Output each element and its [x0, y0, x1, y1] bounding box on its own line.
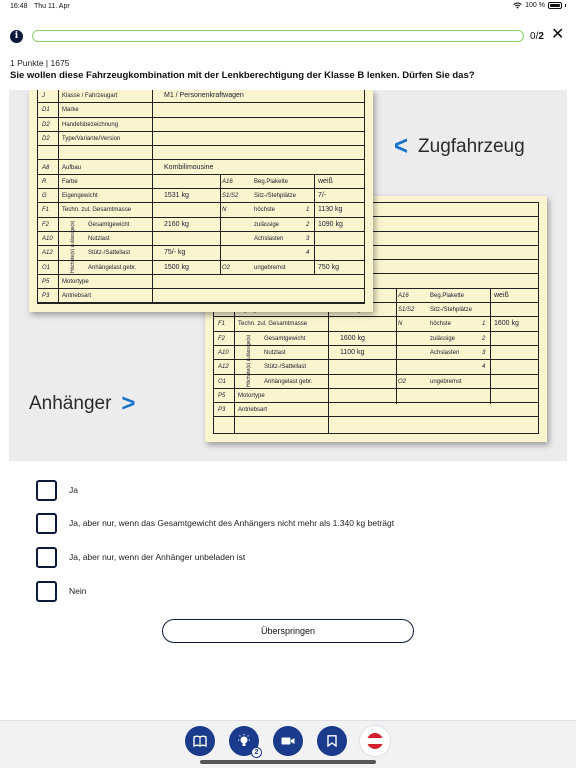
field-code: A12 [42, 250, 53, 257]
field-label: Eigengewicht [62, 193, 98, 200]
answer-option-ja[interactable] [36, 478, 536, 502]
field-value: 1500 kg [164, 263, 189, 271]
label-towing-vehicle: < Zugfahrzeug [394, 131, 525, 162]
card-row [38, 261, 364, 275]
field-value: 2160 kg [164, 220, 189, 228]
answer-label: Ja, aber nur, wenn der Anhänger unbeladen ist [69, 552, 246, 562]
field-code: D2 [42, 135, 50, 142]
field-label: zulässige [254, 221, 280, 228]
field-value: M1 / Personenkraftwagen [164, 92, 244, 99]
field-code: P5 [42, 278, 50, 285]
field-value: 1531 kg [164, 192, 189, 200]
card-row [38, 146, 364, 160]
field-label: Sitz-/Stehplätze [430, 307, 473, 314]
field-value: 750 kg [318, 263, 340, 271]
field-code: A16 [398, 292, 409, 299]
card-row [38, 103, 364, 117]
towing-vehicle-registration-card [29, 90, 373, 312]
battery-icon [548, 2, 562, 9]
video-icon[interactable] [273, 726, 303, 756]
field-code: A8 [42, 164, 50, 171]
field-label: Handelsbezeichnung [62, 121, 119, 128]
field-code: S1/S2 [398, 307, 415, 314]
field-value: weiß [494, 291, 509, 299]
field-label: zulässige [430, 335, 456, 342]
answer-option-nein[interactable] [36, 579, 536, 603]
field-label: Farbe [62, 178, 78, 185]
card-row [38, 289, 364, 303]
chevron-right-icon: > [121, 390, 136, 417]
field-code: F2 [42, 221, 50, 228]
status-date: Thu 11. Apr [34, 3, 70, 10]
answer-checkbox[interactable] [36, 547, 57, 568]
chevron-left-icon: < [394, 131, 409, 162]
answer-option-total-weight[interactable] [36, 511, 536, 535]
field-code: D2 [42, 121, 50, 128]
axle-number: 2 [482, 335, 486, 342]
status-bar [0, 0, 576, 14]
card-row [38, 118, 364, 132]
wifi-icon [513, 2, 522, 9]
field-value: 7/- [318, 192, 327, 200]
field-label: Achslasten [254, 236, 284, 242]
field-label: höchste [430, 321, 452, 328]
question-points: 1 Punkte | 1675 [10, 58, 70, 68]
field-label: Aufbau [62, 164, 82, 171]
answer-checkbox[interactable] [36, 581, 57, 602]
field-label: Stütz-/Sattellast [88, 250, 131, 257]
grid-line [58, 90, 59, 303]
field-value: 1600 kg [340, 334, 365, 342]
card-row [38, 189, 364, 203]
field-code: S1/S2 [222, 193, 239, 200]
grid-line [152, 90, 153, 303]
field-label: Motortype [62, 278, 89, 285]
field-label: Antriebsart [62, 293, 92, 300]
austria-flag-icon[interactable] [360, 726, 390, 756]
vertical-label: Höchste(s) zulässige(s) [70, 220, 76, 273]
field-label: Gesamtgewicht [264, 335, 306, 342]
skip-button[interactable]: Überspringen [162, 619, 414, 643]
field-label: höchste [254, 207, 276, 214]
field-label: Anhängelast gebr. [88, 264, 137, 271]
card-row [38, 246, 364, 260]
lightbulb-icon[interactable] [229, 726, 259, 756]
field-value: 1100 kg [340, 349, 365, 356]
field-label: Type/Variante/Version [62, 135, 121, 142]
card-row [38, 132, 364, 146]
card-row [38, 232, 364, 246]
close-icon[interactable]: ✕ [551, 26, 565, 43]
field-code: G [42, 193, 47, 200]
info-icon[interactable]: i [10, 30, 23, 43]
field-code: A16 [222, 178, 233, 185]
field-label: Techn. zul. Gesamtmasse [238, 321, 308, 328]
field-code: R [42, 178, 47, 185]
field-label: Techn. zul. Gesamtmasse [62, 207, 132, 214]
field-label: Achslasten [430, 350, 460, 356]
field-value: Kombilimousine [164, 163, 214, 171]
status-time: 16:48 [10, 3, 28, 10]
field-code: A10 [218, 350, 229, 356]
card-row [38, 90, 364, 103]
battery-percent: 100 % [525, 2, 545, 9]
field-label: Stütz-/Sattellast [264, 364, 307, 371]
field-value: 1600 kg [494, 320, 519, 328]
field-label: Motortype [238, 392, 265, 399]
grid-line [490, 289, 491, 405]
field-code: O1 [218, 378, 227, 385]
field-code: J [42, 93, 45, 99]
axle-number: 4 [306, 250, 310, 257]
field-code: P5 [218, 392, 226, 399]
field-label: Nutzlast [264, 350, 286, 356]
hint-count-badge: 2 [251, 747, 262, 758]
card-row [38, 175, 364, 189]
field-value: 75/- kg [164, 249, 186, 257]
field-code: A10 [42, 236, 53, 242]
field-code: F1 [42, 207, 50, 214]
field-label: ungebremst [254, 264, 286, 271]
field-label: Nutzlast [88, 236, 110, 242]
answer-checkbox[interactable] [36, 513, 57, 534]
field-code: A12 [218, 364, 229, 371]
card-row [38, 203, 364, 217]
field-code: F2 [218, 335, 226, 342]
field-label: Beg.Plakette [254, 178, 289, 185]
field-value: weiß [318, 177, 333, 185]
field-label: Sitz-/Stehplätze [254, 193, 297, 200]
field-code: O2 [222, 264, 231, 271]
card-row [38, 161, 364, 175]
field-label: Antriebsart [238, 407, 268, 414]
field-label: Beg.Plakette [430, 292, 465, 299]
label-trailer: Anhänger > [29, 390, 136, 417]
question-image [9, 90, 567, 461]
field-label: ungebremst [430, 378, 462, 385]
field-code: N [222, 207, 227, 214]
progress-counter: 0/2 [530, 31, 544, 42]
quiz-header [0, 26, 576, 48]
home-indicator [200, 760, 376, 764]
field-value: 1130 kg [318, 206, 343, 214]
grid-line [396, 289, 397, 405]
field-code: F1 [218, 321, 226, 328]
field-code: O2 [398, 378, 407, 385]
field-code: P3 [218, 407, 226, 414]
field-code: N [398, 321, 403, 328]
axle-number: 3 [306, 236, 310, 242]
field-label: Marke [62, 107, 79, 114]
card-row [38, 218, 364, 232]
axle-number: 1 [306, 207, 310, 214]
bookmark-icon[interactable] [317, 726, 347, 756]
field-value: 1090 kg [318, 220, 343, 228]
field-code: D1 [42, 107, 50, 114]
progress-bar [32, 30, 524, 42]
field-label: Gesamtgewicht [88, 221, 130, 228]
grid-line [220, 175, 221, 275]
axle-number: 1 [482, 321, 486, 328]
answer-label: Nein [69, 586, 87, 596]
answer-label: Ja [69, 485, 78, 495]
field-label: Anhängelast gebr. [264, 378, 313, 385]
answer-option-unloaded[interactable] [36, 545, 536, 569]
question-text: Sie wollen diese Fahrzeugkombination mit der Lenkberechtigung der Klasse B lenken. Dürfen Sie das? [10, 70, 475, 81]
vertical-label: Höchste(s) zulässige(s) [246, 334, 252, 387]
answer-checkbox[interactable] [36, 480, 57, 501]
field-label: Klasse / Fahrzeugart [62, 93, 118, 99]
axle-number: 2 [306, 221, 310, 228]
field-code: O1 [42, 264, 51, 271]
axle-number: 4 [482, 364, 486, 371]
field-code: P3 [42, 293, 50, 300]
card-row [38, 275, 364, 289]
answer-label: Ja, aber nur, wenn das Gesamtgewicht des Anhängers nicht mehr als 1.340 kg beträgt [69, 518, 395, 528]
grid-line [314, 175, 315, 275]
book-icon[interactable] [185, 726, 215, 756]
card-row [214, 403, 538, 417]
axle-number: 3 [482, 350, 486, 356]
